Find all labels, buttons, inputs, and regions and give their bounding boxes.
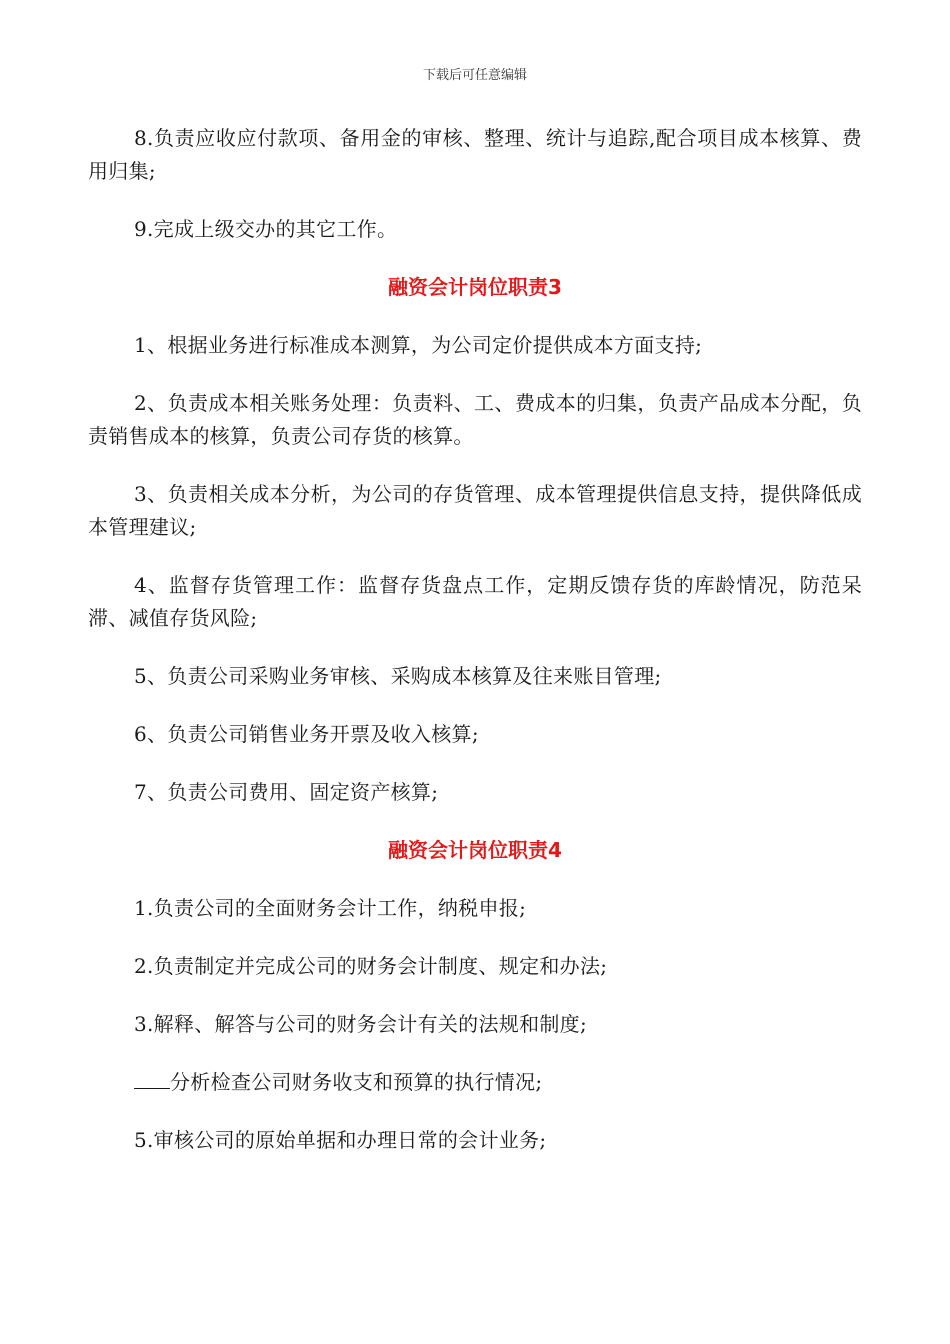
- s3-paragraph-2: 2、负责成本相关账务处理：负责料、工、费成本的归集，负责产品成本分配，负责销售成本的核算，负责公司存货的核算。: [88, 391, 862, 448]
- s3-paragraph-7: 7、负责公司费用、固定资产核算;: [134, 780, 439, 804]
- s4-paragraph-2: 2.负责制定并完成公司的财务会计制度、规定和办法;: [134, 954, 608, 978]
- section-heading-4: 融资会计岗位职责4: [388, 838, 562, 862]
- page-header: 下载后可任意编辑: [422, 68, 527, 83]
- s3-paragraph-4: 4、监督存货管理工作：监督存货盘点工作，定期反馈存货的库龄情况，防范呆滞、减值存货风险;: [88, 573, 862, 630]
- s4-paragraph-4: [88, 1066, 862, 1099]
- s3-paragraph-5: 5、负责公司采购业务审核、采购成本核算及往来账目管理;: [134, 664, 662, 688]
- section-heading-3: 融资会计岗位职责3: [388, 275, 562, 299]
- document-body: [88, 122, 862, 1182]
- blank-underline: [134, 1066, 170, 1089]
- s4-paragraph-4-text: 分析检查公司财务收支和预算的执行情况;: [170, 1070, 543, 1094]
- s3-paragraph-6: 6、负责公司销售业务开票及收入核算;: [134, 722, 479, 746]
- s4-paragraph-1: 1.负责公司的全面财务会计工作，纳税申报;: [134, 896, 527, 920]
- s3-paragraph-1: 1、根据业务进行标准成本测算，为公司定价提供成本方面支持;: [134, 333, 703, 357]
- paragraph-8: 8.负责应收应付款项、备用金的审核、整理、统计与追踪,配合项目成本核算、费用归集;: [88, 126, 862, 183]
- s4-paragraph-3: 3.解释、解答与公司的财务会计有关的法规和制度;: [134, 1012, 588, 1036]
- s4-paragraph-5: 5.审核公司的原始单据和办理日常的会计业务;: [134, 1128, 547, 1152]
- paragraph-9: 9.完成上级交办的其它工作。: [134, 217, 398, 241]
- s3-paragraph-3: 3、负责相关成本分析，为公司的存货管理、成本管理提供信息支持，提供降低成本管理建议;: [88, 482, 862, 539]
